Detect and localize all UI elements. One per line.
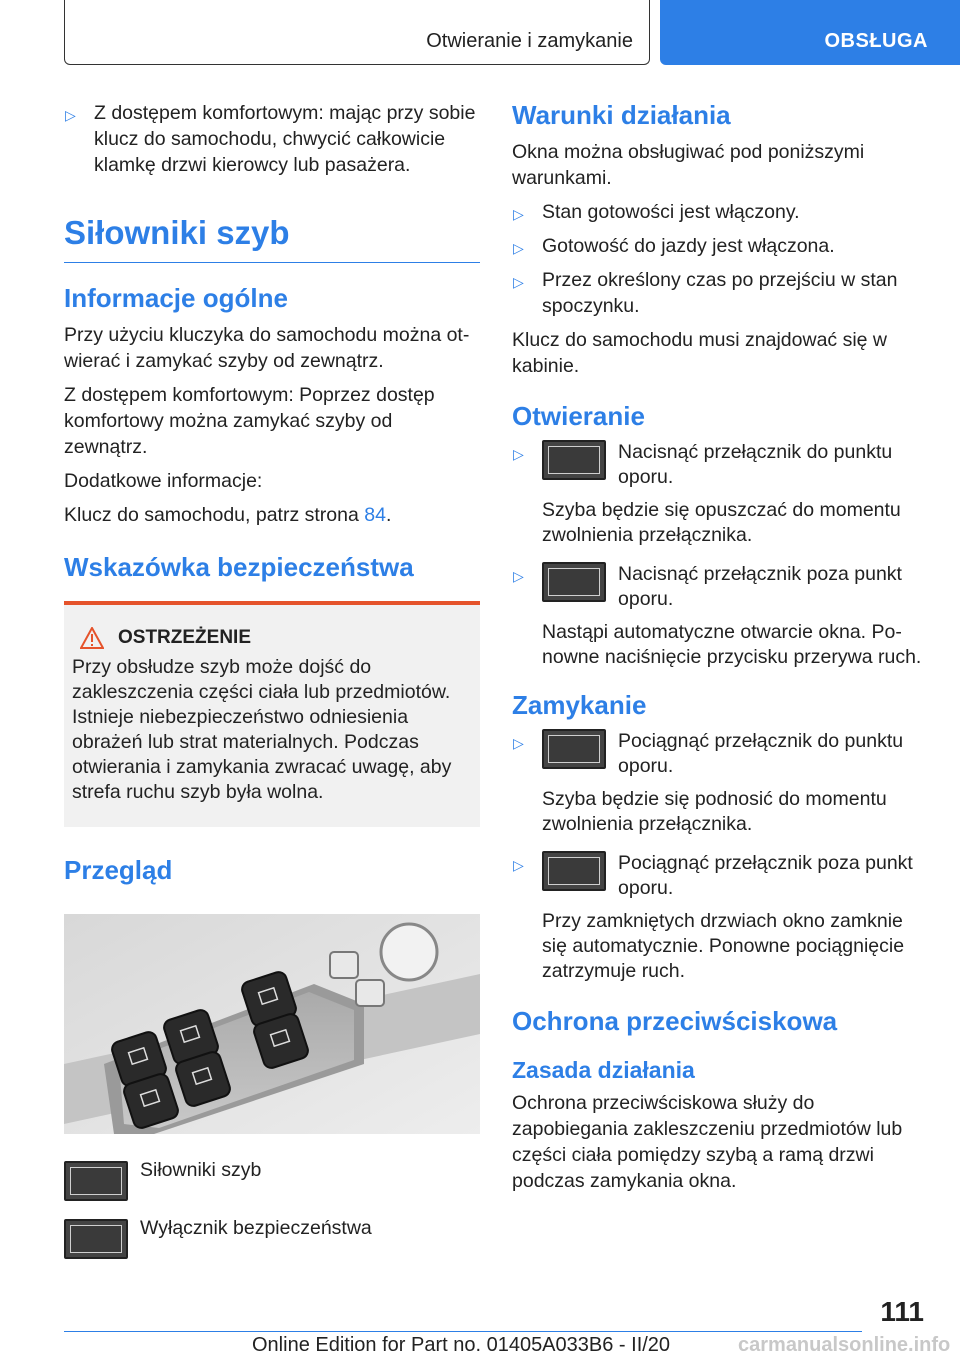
heading-opening: Otwieranie (512, 401, 645, 431)
bullet-triangle-icon: ▷ (513, 446, 524, 462)
window-switch-icon (542, 851, 606, 891)
right-column (512, 100, 928, 1202)
step-item: ▷ Nacisnąć przełącznik do punktu oporu. Szyba będzie się opuszczać do momentu zwolnienia przełącznika. (513, 441, 901, 546)
page-number: 111 (880, 1296, 924, 1327)
warning-text: Przy obsłudze szyb może dojść do zakleszczenia części ciała lub przedmiotów. Istnieje niebezpieczeństwo odniesienia obrażeń lub strat materialnych. Podczas otwierania i zamykania zwracać uwagę, aby strefa ruchu szyb była wolna. (72, 656, 452, 803)
section-title: Otwieranie i zamykanie (426, 30, 633, 52)
warning-triangle-icon (80, 627, 104, 649)
heading-safety: Wskazówka bezpieczeństwa (64, 552, 414, 582)
window-switch-icon (542, 440, 606, 480)
bullet-triangle-icon: ▷ (513, 274, 524, 290)
heading-closing: Zamykanie (512, 690, 647, 720)
chapter-title: OBSŁUGA (824, 30, 928, 52)
step-item: ▷ Pociągnąć przełącznik do punktu oporu. Szyba będzie się podnosić do momentu zwolnienia przełącznika. (513, 730, 904, 835)
footer-divider (64, 1331, 862, 1332)
bullet-triangle-icon: ▷ (65, 107, 76, 123)
step-item: ▷ Nacisnąć przełącznik poza punkt oporu. Nastąpi automatyczne otwarcie okna. Ponowne naciśnięcie przycisku przerywa ruch. (513, 563, 922, 668)
legend-row-window-switches (64, 1161, 480, 1201)
footer-watermark: carmanualsonline.info (738, 1334, 951, 1356)
bullet-triangle-icon: ▷ (513, 206, 524, 222)
bullet-triangle-icon: ▷ (513, 735, 524, 751)
heading-conditions: Warunki działania (512, 100, 731, 130)
footer-edition: Online Edition for Part no. 01405A033B6 - II/20 (252, 1334, 671, 1356)
left-column (64, 100, 480, 1259)
page-link[interactable]: 84 (364, 504, 386, 526)
list-item: ▷ Przez określony czas po przejściu w stan spoczynku. (513, 269, 898, 317)
paragraph-reference: Klucz do samochodu, patrz strona 84. (64, 504, 392, 526)
bullet-triangle-icon: ▷ (513, 568, 524, 584)
bullet-triangle-icon: ▷ (513, 857, 524, 873)
paragraph: Dodatkowe informacje: (64, 470, 263, 492)
window-switch-icon (542, 729, 606, 769)
legend-label: Siłowniki szyb (140, 1159, 262, 1181)
main-title: Siłowniki szyb (64, 214, 480, 263)
list-item: ▷ Gotowość do jazdy jest włączona. (512, 233, 928, 259)
paragraph: Ochrona przeciwściskowa służy do zapobiegania zakleszczeniu przedmiotów lub części ciała pomiędzy szybą a ramą drzwi podczas zamykania okna. (512, 1092, 903, 1192)
header-section-tab (64, 0, 650, 65)
window-switch-icon (542, 562, 606, 602)
heading-principle: Zasada działania (512, 1057, 695, 1083)
warning-box (64, 601, 480, 827)
warning-header (72, 627, 470, 649)
paragraph: Okna można obsługiwać pod poniższymi warunkami. (512, 141, 865, 189)
heading-pinch-protection: Ochrona przeciwściskowa (512, 1006, 838, 1036)
bullet-triangle-icon: ▷ (513, 240, 524, 256)
legend-row-safety-switch (64, 1219, 480, 1259)
safety-switch-icon (64, 1219, 128, 1259)
paragraph: Przy użyciu kluczyka do samochodu można otwierać i zamykać szyby od zewnątrz. (64, 324, 470, 372)
list-item: ▷ Stan gotowości jest włączony. (512, 199, 928, 225)
paragraph: Z dostępem komfortowym: Poprzez dostęp komfortowy można zamykać szyby od zewnątrz. (64, 384, 435, 458)
window-switch-photo (64, 914, 480, 1134)
heading-general-info: Informacje ogólne (64, 283, 288, 313)
window-switch-icon (64, 1161, 128, 1201)
step-item: ▷ Pociągnąć przełącznik poza punkt oporu. Przy zamkniętych drzwiach okno zamknie się automatycznie. Ponowne pociągnięcie zatrzymuje ruch. (513, 852, 913, 982)
heading-overview: Przegląd (64, 855, 173, 885)
paragraph: Klucz do samochodu musi znajdować się w kabinie. (512, 329, 888, 377)
list-item: ▷ Z dostępem komfortowym: mając przy sobie klucz do samochodu, chwycić całkowicie klamkę drzwi kierowcy lub pasażera. (65, 102, 476, 176)
warning-label: OSTRZEŻENIE (118, 627, 252, 648)
legend-label: Wyłącznik bezpieczeństwa (140, 1217, 372, 1239)
header-chapter-tab (660, 0, 960, 65)
